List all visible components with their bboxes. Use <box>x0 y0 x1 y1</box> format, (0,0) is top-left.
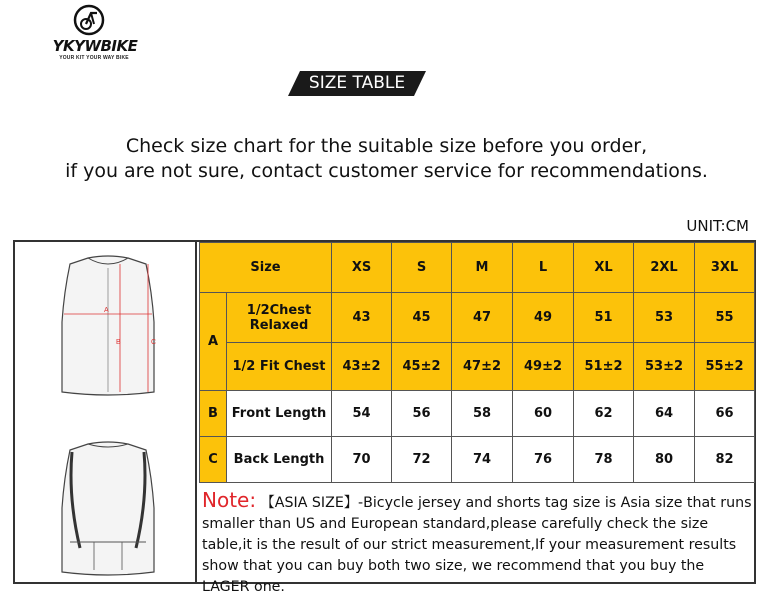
size-header-cell: Size <box>200 243 332 293</box>
table-cell: 56 <box>392 391 452 437</box>
table-row <box>200 293 755 343</box>
vest-back-diagram <box>50 438 166 578</box>
brand-name: YKYWBIKE <box>52 37 138 55</box>
vest-front-diagram <box>50 252 166 402</box>
table-cell: 47 <box>452 293 513 343</box>
size-col-header: XS <box>332 243 392 293</box>
table-cell: 45±2 <box>392 343 452 391</box>
table-cell: 64 <box>634 391 695 437</box>
table-cell: 54 <box>332 391 392 437</box>
mark-b: B <box>116 339 121 346</box>
table-cell: 66 <box>695 391 755 437</box>
group-label-b: B <box>200 391 227 437</box>
table-cell: 45 <box>392 293 452 343</box>
note-text: 【ASIA SIZE】-Bicycle jersey and shorts tag size is Asia size that runs smaller than US and European standard,please carefully check the size table,it is the result of our strict measurement,If your measurement results show that you can buy both two size, we recommend that you buy the LAGER one. <box>202 495 752 595</box>
size-table-banner <box>288 71 426 96</box>
table-cell: 55±2 <box>695 343 755 391</box>
size-col-header: L <box>513 243 574 293</box>
table-cell: 72 <box>392 437 452 483</box>
group-label-c: C <box>200 437 227 483</box>
size-col-header: S <box>392 243 452 293</box>
size-col-header: 3XL <box>695 243 755 293</box>
table-cell: 51 <box>574 293 634 343</box>
size-col-header: XL <box>574 243 634 293</box>
mark-a: A <box>104 307 109 314</box>
row-label: 1/2Chest Relaxed <box>227 293 332 343</box>
row-label: Front Length <box>227 391 332 437</box>
table-cell: 70 <box>332 437 392 483</box>
table-cell: 58 <box>452 391 513 437</box>
table-cell: 49 <box>513 293 574 343</box>
row-label: Back Length <box>227 437 332 483</box>
table-cell: 74 <box>452 437 513 483</box>
table-cell: 78 <box>574 437 634 483</box>
size-col-header: M <box>452 243 513 293</box>
table-row <box>200 343 755 391</box>
brand-logo <box>38 2 148 64</box>
brand-tagline: YOUR KIT YOUR WAY BIKE <box>59 55 129 61</box>
bike-logo-icon <box>73 4 105 36</box>
table-cell: 49±2 <box>513 343 574 391</box>
intro-line-1: Check size chart for the suitable size before you order, <box>125 135 648 157</box>
table-row <box>200 437 755 483</box>
size-note <box>202 490 752 598</box>
table-cell: 47±2 <box>452 343 513 391</box>
table-cell: 53 <box>634 293 695 343</box>
table-cell: 43±2 <box>332 343 392 391</box>
row-label: 1/2 Fit Chest <box>227 343 332 391</box>
size-col-header: 2XL <box>634 243 695 293</box>
table-cell: 80 <box>634 437 695 483</box>
note-label: Note: <box>202 488 257 512</box>
group-label-a: A <box>200 293 227 391</box>
table-cell: 43 <box>332 293 392 343</box>
table-cell: 60 <box>513 391 574 437</box>
table-cell: 55 <box>695 293 755 343</box>
banner-title: SIZE TABLE <box>308 73 406 93</box>
intro-line-2: if you are not sure, contact customer service for recommendations. <box>65 160 708 182</box>
jersey-diagram-panel <box>15 242 197 582</box>
size-table <box>199 242 755 483</box>
unit-label: UNIT:CM <box>686 217 749 235</box>
table-row <box>200 391 755 437</box>
table-header-row <box>200 243 755 293</box>
table-cell: 51±2 <box>574 343 634 391</box>
mark-c: C <box>151 339 157 346</box>
table-cell: 62 <box>574 391 634 437</box>
table-cell: 82 <box>695 437 755 483</box>
table-cell: 53±2 <box>634 343 695 391</box>
table-cell: 76 <box>513 437 574 483</box>
